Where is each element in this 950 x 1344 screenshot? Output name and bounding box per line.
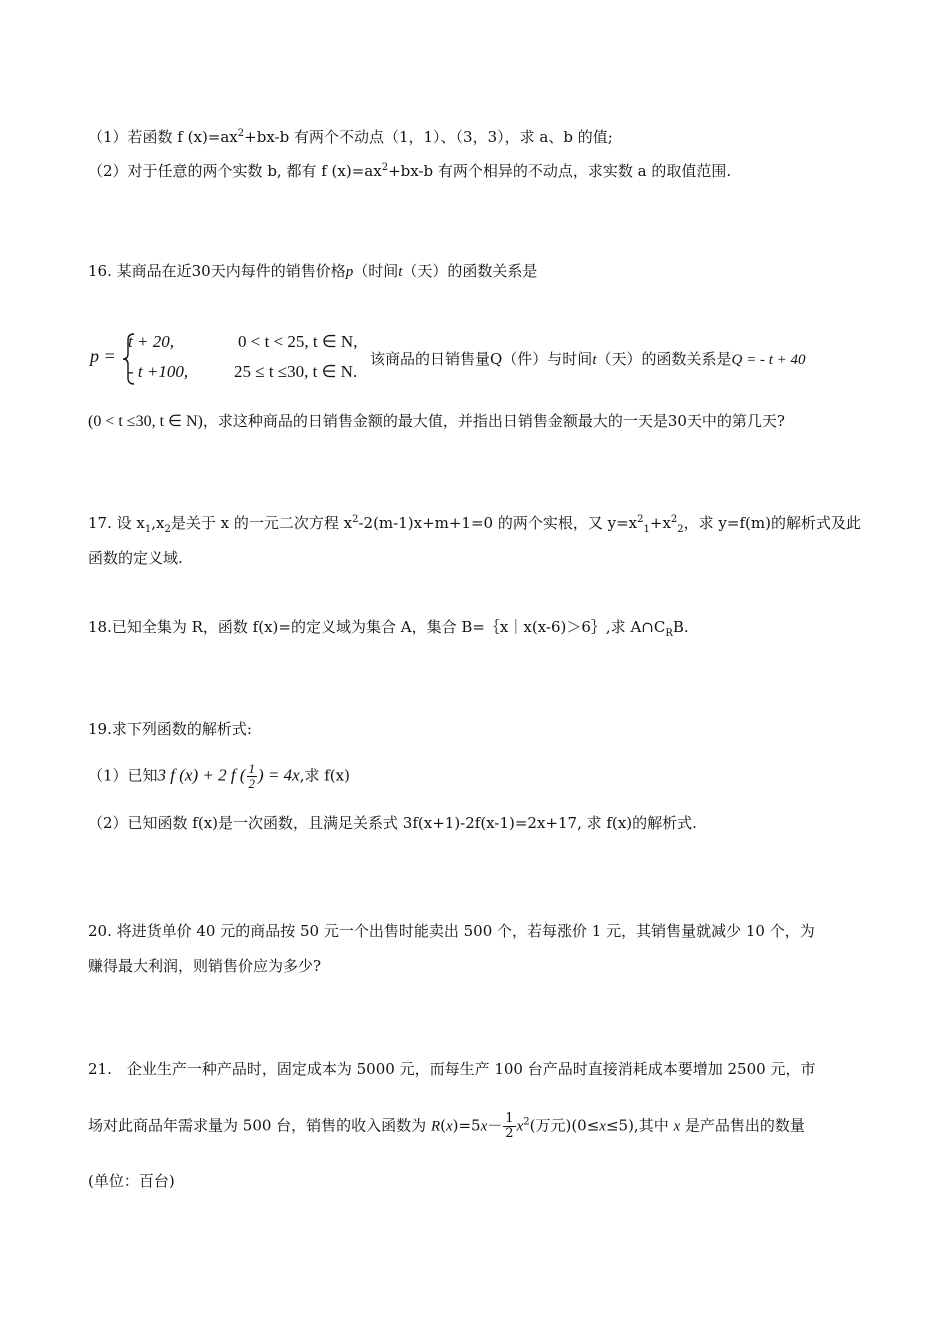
q17-text-b: ,x [151, 514, 165, 532]
q17-text-f: ，求 y=f(m)的解析式及此 [683, 514, 861, 532]
superscript: 2 [670, 514, 678, 525]
q16-var-t: t [398, 264, 403, 280]
q19-equation-a: 3 f (x) + 2 f ( [157, 765, 246, 785]
superscript: 2 [352, 514, 359, 525]
q16-text-b: （时间 [353, 262, 399, 280]
q16-case2-condition: 25 ≤ t ≤30, t ∈ N. [234, 362, 358, 381]
superscript: 2 [381, 162, 389, 173]
q19-title: 19.求下列函数的解析式: [88, 720, 252, 738]
q16-piecewise-function [88, 328, 948, 388]
q16-p-equals: p = [90, 346, 116, 366]
q15-part1-text-a: （1）若函数 f (x)=ax [88, 128, 238, 146]
q21-text-g: 是产品售出的数量 [680, 1116, 805, 1135]
subscript: 1 [144, 524, 152, 535]
q15-part1-text-b: +bx-b 有两个不动点（1，1）、（3，3），求 a、b 的值; [244, 128, 613, 146]
q16-text-a: 16. 某商品在近30天内每件的销售价格 [88, 262, 346, 280]
q19-fraction [247, 762, 258, 791]
q17-text-c: 是关于 x 的一元二次方程 x [170, 514, 353, 532]
q16-q-equation: Q = - t + 40 [731, 352, 806, 368]
q17-line2: 函数的定义域. [88, 549, 183, 567]
q16-mid-var-t: t [592, 352, 597, 368]
superscript: 2 [523, 1116, 530, 1128]
q16-case1-expression: t + 20, [128, 332, 174, 351]
q21-var-x: x [516, 1118, 524, 1135]
q21-var-x: x [599, 1118, 606, 1135]
q21-fraction [503, 1112, 515, 1141]
q16-mid-text-b: （天）的函数关系是 [596, 350, 732, 368]
subscript: 2 [677, 524, 684, 535]
q19-part2: （2）已知函数 f(x)是一次函数，且满足关系式 3f(x+1)-2f(x-1)=2x+17, 求 f(x)的解析式. [88, 814, 697, 832]
q21-text-b: ( [440, 1116, 446, 1135]
q18-text-b: B. [672, 618, 689, 636]
fraction-denominator: 2 [505, 1126, 514, 1141]
q18-text-a: 18.已知全集为 R，函数 f(x)=的定义域为集合 A，集合 B=｛x｜x(x-6)＞6｝,求 A∩C [88, 618, 666, 636]
q19-part1-tail: ,求 f(x) [299, 766, 350, 785]
q21-var-x: x [480, 1118, 488, 1135]
q16-text-c: （天）的函数关系是 [402, 262, 538, 280]
q21-text-a: 场对此商品年需求量为 500 台，销售的收入函数为 [88, 1116, 431, 1135]
q16-domain-condition: (0 < t ≤30, t ∈ N) [88, 413, 203, 430]
q15-part2-text-a: （2）对于任意的两个实数 b, 都有 f (x)=ax [88, 162, 382, 180]
subscript: 1 [643, 524, 650, 535]
q19-part1-text: （1）已知 [88, 766, 158, 785]
subscript: 2 [164, 524, 171, 535]
q17-text-d: -2(m-1)x+m+1=0 的两个实根，又 y=x [358, 514, 638, 532]
q21-line2 [88, 1112, 805, 1141]
q16-line3 [88, 410, 785, 433]
q16-mid-text-a: 该商品的日销售量Q（件）与时间 [370, 350, 593, 368]
q20-line1: 20. 将进货单价 40 元的商品按 50 元一个出售时能卖出 500 个，若每涨价 1 元，其销售量就减少 10 个，为 [88, 922, 815, 940]
q15-part1 [88, 126, 613, 148]
q16-sales-relation [370, 348, 806, 369]
q16-question-text: ，求这种商品的日销售金额的最大值，并指出日销售金额最大的一天是30天中的第几天? [202, 412, 785, 430]
q19-part1 [88, 762, 350, 791]
q21-var-x: x [445, 1118, 453, 1135]
q17-text-a: 17. 设 x [88, 514, 145, 532]
q21-var-R: R [430, 1118, 441, 1135]
q15-part2-text-b: +bx-b 有两个相异的不动点，求实数 a 的取值范围. [388, 162, 732, 180]
q17-text-e: +x [649, 514, 671, 532]
q20-line2: 赚得最大利润，则销售价应为多少? [88, 957, 322, 975]
q16-case1-condition: 0 < t < 25, t ∈ N, [238, 332, 358, 351]
fraction-denominator: 2 [248, 776, 255, 791]
fraction-numerator: 1 [505, 1111, 514, 1126]
q16-case2-expression: - t +100, [128, 362, 189, 381]
q15-part2 [88, 160, 731, 182]
q21-line1: 21. 企业生产一种产品时，固定成本为 5000 元，而每生产 100 台产品时直接消耗成本要增加 2500 元，市 [88, 1060, 816, 1078]
q18-line [88, 616, 689, 638]
q17-line1 [88, 512, 861, 534]
fraction-numerator: 1 [248, 761, 255, 776]
q16-var-p: p [345, 264, 354, 280]
q21-line3: (单位：百台) [88, 1172, 175, 1190]
q21-text-f: ≤5),其中 [605, 1116, 674, 1135]
q21-text-d: － [487, 1116, 503, 1135]
subscript: R [665, 628, 673, 639]
superscript: 2 [237, 128, 245, 139]
superscript: 2 [637, 514, 644, 525]
q21-text-e: (万元)(0≤ [529, 1116, 600, 1135]
q19-equation-b: ) = 4x [258, 765, 300, 785]
q21-var-x: x [673, 1118, 681, 1135]
q16-line1 [88, 260, 537, 283]
q21-text-c: )=5 [452, 1116, 481, 1135]
